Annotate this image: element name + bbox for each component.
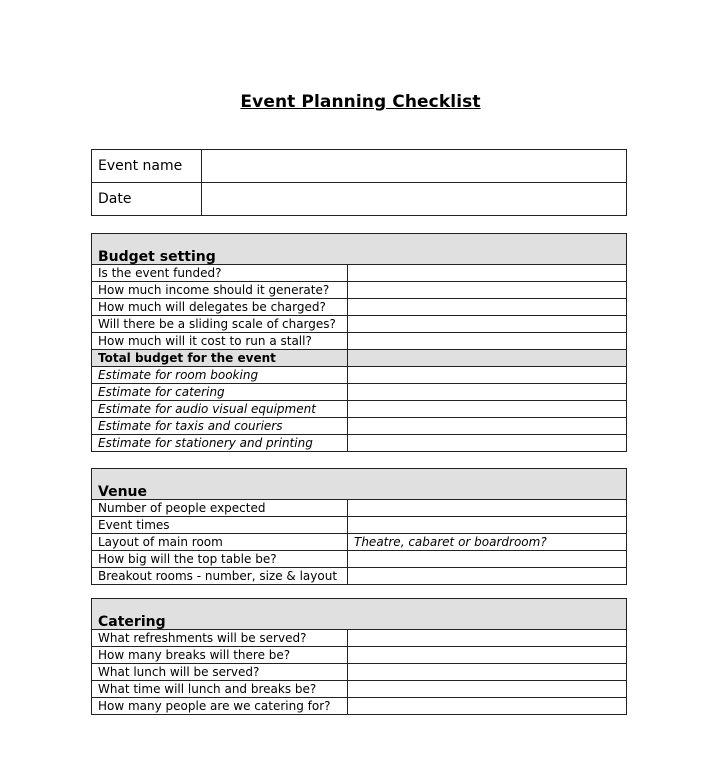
table-row: [92, 568, 627, 585]
answer-cell[interactable]: [348, 435, 627, 452]
question-cell: How big will the top table be?: [92, 551, 348, 568]
table-row: [92, 418, 627, 435]
question-cell: How many breaks will there be?: [92, 647, 348, 664]
question-cell: What lunch will be served?: [92, 664, 348, 681]
date-label: Date: [92, 183, 202, 216]
table-row: [92, 517, 627, 534]
table-row: [92, 435, 627, 452]
answer-cell[interactable]: [348, 647, 627, 664]
answer-cell[interactable]: [348, 551, 627, 568]
answer-cell[interactable]: [348, 630, 627, 647]
table-row: [92, 647, 627, 664]
page-title: Event Planning Checklist: [240, 92, 481, 112]
answer-cell[interactable]: Theatre, cabaret or boardroom?: [348, 534, 627, 551]
event-name-label: Event name: [92, 150, 202, 183]
table-row: [92, 551, 627, 568]
budget-section: [91, 233, 627, 452]
table-row: [92, 681, 627, 698]
answer-cell[interactable]: [348, 299, 627, 316]
answer-cell[interactable]: [348, 500, 627, 517]
answer-cell[interactable]: [348, 333, 627, 350]
table-row: [92, 664, 627, 681]
total-budget-cell[interactable]: [348, 350, 627, 367]
answer-cell[interactable]: [348, 316, 627, 333]
date-field[interactable]: [202, 183, 627, 216]
venue-section: [91, 468, 627, 585]
table-row: [92, 384, 627, 401]
question-cell: What refreshments will be served?: [92, 630, 348, 647]
table-row: [92, 333, 627, 350]
question-cell: How much will it cost to run a stall?: [92, 333, 348, 350]
total-budget-row: [92, 350, 627, 367]
table-row: [92, 265, 627, 282]
answer-cell[interactable]: [348, 265, 627, 282]
question-cell: Is the event funded?: [92, 265, 348, 282]
answer-cell[interactable]: [348, 681, 627, 698]
question-cell: Event times: [92, 517, 348, 534]
event-name-field[interactable]: [202, 150, 627, 183]
answer-cell[interactable]: [348, 517, 627, 534]
answer-cell[interactable]: [348, 282, 627, 299]
answer-cell[interactable]: [348, 664, 627, 681]
total-budget-label: Total budget for the event: [92, 350, 348, 367]
event-name-row: [92, 150, 627, 183]
answer-cell[interactable]: [348, 568, 627, 585]
table-row: [92, 282, 627, 299]
estimate-label: Estimate for audio visual equipment: [92, 401, 348, 418]
section-header: [92, 469, 627, 500]
question-cell: Breakout rooms - number, size & layout: [92, 568, 348, 585]
answer-cell[interactable]: [348, 401, 627, 418]
answer-cell[interactable]: [348, 384, 627, 401]
catering-section: [91, 598, 627, 715]
catering-heading: Catering: [92, 599, 627, 630]
estimate-label: Estimate for taxis and couriers: [92, 418, 348, 435]
question-cell: How much income should it generate?: [92, 282, 348, 299]
answer-cell[interactable]: [348, 418, 627, 435]
question-cell: Number of people expected: [92, 500, 348, 517]
table-row: [92, 316, 627, 333]
estimate-label: Estimate for catering: [92, 384, 348, 401]
table-row: [92, 698, 627, 715]
table-row: [92, 299, 627, 316]
table-row: [92, 500, 627, 517]
event-info-table: [91, 149, 627, 216]
table-row: [92, 401, 627, 418]
question-cell: How many people are we catering for?: [92, 698, 348, 715]
section-header: [92, 599, 627, 630]
venue-heading: Venue: [92, 469, 627, 500]
question-cell: What time will lunch and breaks be?: [92, 681, 348, 698]
table-row: [92, 630, 627, 647]
section-header: [92, 234, 627, 265]
question-cell: Layout of main room: [92, 534, 348, 551]
answer-cell[interactable]: [348, 698, 627, 715]
answer-cell[interactable]: [348, 367, 627, 384]
estimate-label: Estimate for stationery and printing: [92, 435, 348, 452]
table-row: [92, 534, 627, 551]
budget-heading: Budget setting: [92, 234, 627, 265]
date-row: [92, 183, 627, 216]
estimate-label: Estimate for room booking: [92, 367, 348, 384]
question-cell: How much will delegates be charged?: [92, 299, 348, 316]
question-cell: Will there be a sliding scale of charges?: [92, 316, 348, 333]
table-row: [92, 367, 627, 384]
